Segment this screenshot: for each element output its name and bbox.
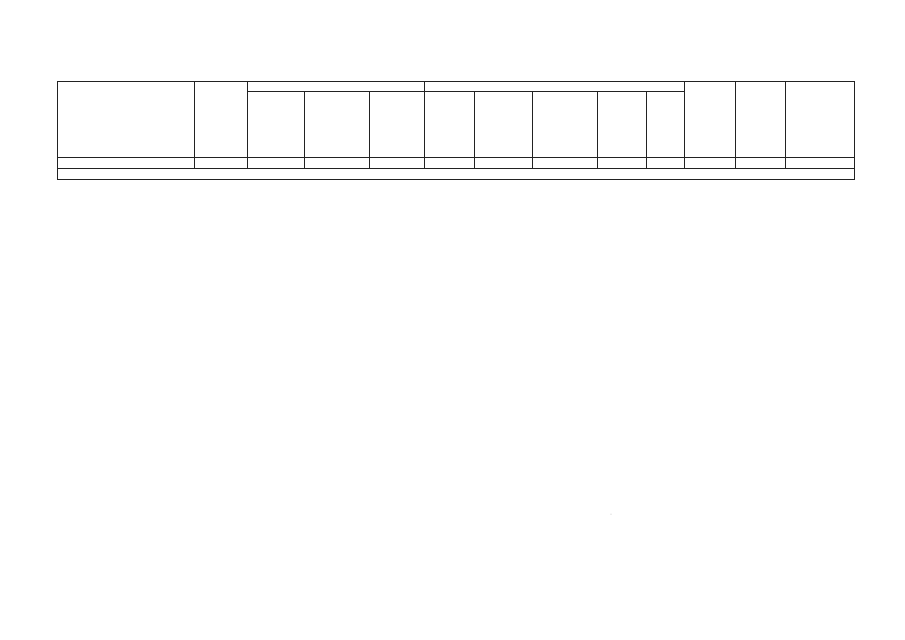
horses-section-label	[58, 169, 855, 180]
header-group-expense	[425, 82, 685, 92]
header-end	[685, 82, 736, 158]
header-sale-breeding	[533, 92, 598, 158]
header-avg-count	[736, 82, 786, 158]
header-start	[195, 82, 248, 158]
header-death	[647, 92, 685, 158]
bees-label	[58, 158, 195, 169]
header-buy-commercial	[370, 92, 425, 158]
header-offspring	[248, 92, 305, 158]
header-meat-sale	[475, 92, 533, 158]
header-species	[58, 82, 195, 158]
scan-speck: ·	[610, 512, 612, 518]
header-other-disposal	[598, 92, 647, 158]
header-transfer	[425, 92, 475, 158]
header-buy-breeding	[305, 92, 370, 158]
livestock-table	[57, 81, 855, 180]
header-group-income	[248, 82, 425, 92]
header-daily-gain	[786, 82, 855, 158]
